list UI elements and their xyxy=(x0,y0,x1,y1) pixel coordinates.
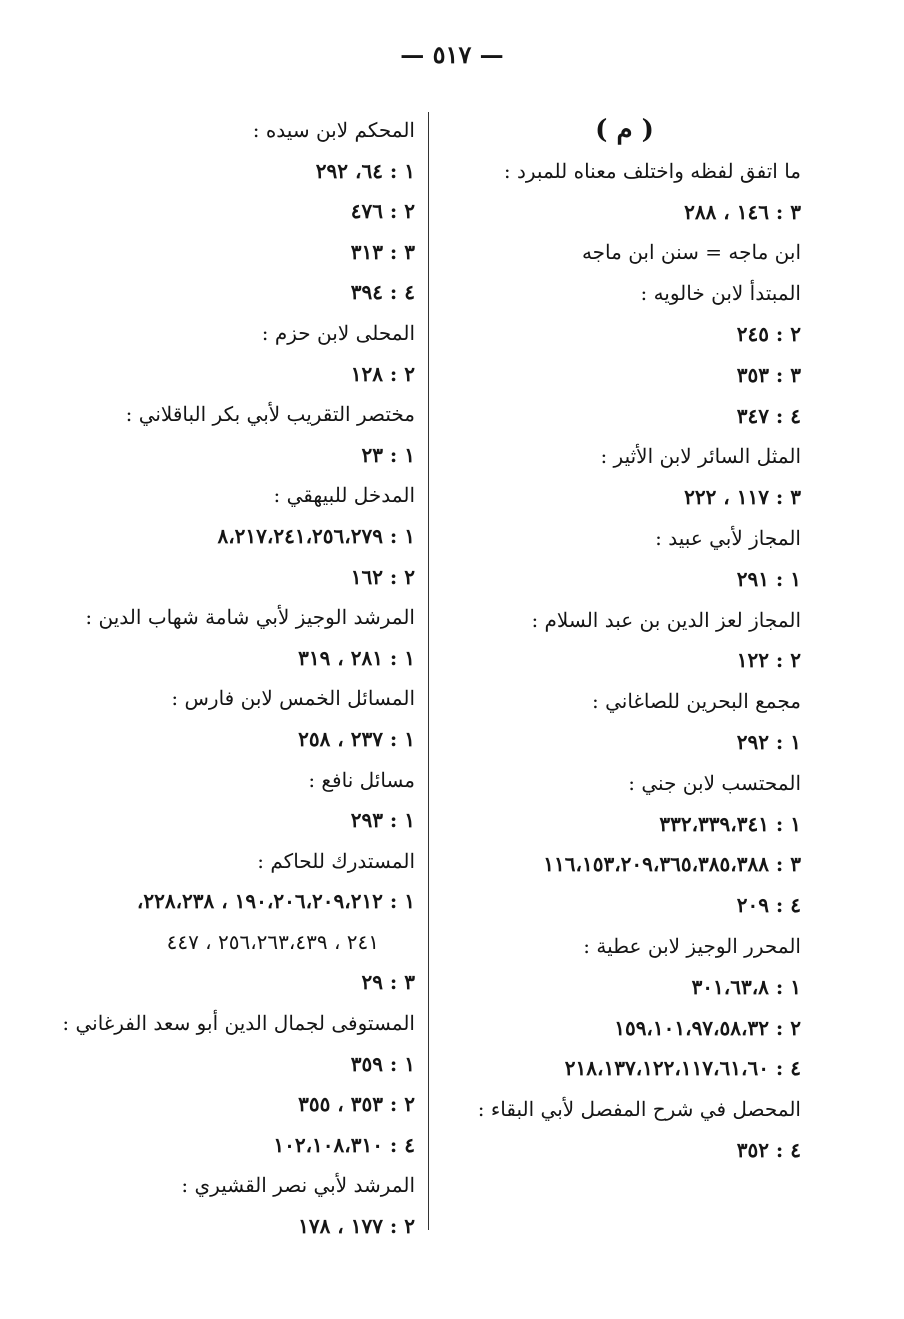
section-letter: ( م ) xyxy=(595,115,654,145)
index-entry-refs: ١ : ٣٥٩ xyxy=(350,1051,415,1076)
index-entry-refs: ٣ : ١١٧ ، ٢٢٢ xyxy=(684,485,801,510)
index-entry-title: المحتسب لابن جني : xyxy=(628,770,801,795)
column-divider xyxy=(428,112,429,1230)
index-entry-refs: ٣ : ١١٦،١٥٣،٢٠٩،٣٦٥،٣٨٥،٣٨٨ xyxy=(543,852,801,877)
index-entry-refs: ٤ : ٣٥٢ xyxy=(736,1137,801,1162)
index-entry-title: المرشد لأبي نصر القشيري : xyxy=(181,1173,415,1198)
index-entry-title: المستدرك للحاكم : xyxy=(257,848,415,873)
index-entry-refs: ٤ : ٢١٨،١٣٧،١٢٢،١١٧،٦١،٦٠ xyxy=(564,1056,801,1081)
index-entry-title: المبتدأ لابن خالويه : xyxy=(640,281,801,306)
index-entry-refs: ١ : ٢٩١ xyxy=(736,566,801,591)
index-entry-title: المحرر الوجيز لابن عطية : xyxy=(583,933,801,958)
index-column-left xyxy=(60,110,415,1247)
index-entry-refs: ٤ : ٢٠٩ xyxy=(736,893,801,918)
index-entry-title: المجاز لأبي عبيد : xyxy=(655,525,801,550)
index-entry-title: ابن ماجه = سنن ابن ماجه xyxy=(581,240,801,265)
index-entry-refs: ٢ : ١٧٧ ، ١٧٨ xyxy=(298,1214,415,1239)
index-entry-refs: ١ : ٦٤، ٢٩٢ xyxy=(315,158,415,183)
index-entry-refs: ٢ : ١٥٩،١٠١،٩٧،٥٨،٣٢ xyxy=(614,1015,801,1040)
index-entry-refs: ١ : ٢٣٧ ، ٢٥٨ xyxy=(298,726,415,751)
index-entry-title: المرشد الوجيز لأبي شامة شهاب الدين : xyxy=(85,605,415,630)
index-column-right xyxy=(448,110,801,1171)
index-entry-refs: ٤ : ٣٤٧ xyxy=(736,403,801,428)
index-entry-refs: ٢ : ١٢٢ xyxy=(736,648,801,673)
index-entry-title: المثل السائر لابن الأثير : xyxy=(600,444,801,469)
index-entry-refs: ١ : ٣٠١،٦٣،٨ xyxy=(691,974,801,999)
index-entry-title: مسائل نافع : xyxy=(308,767,415,792)
index-entry-refs: ١ : ٣٣٢،٣٣٩،٣٤١ xyxy=(659,811,801,836)
index-entry-refs-continued: ٢٤١ ، ٢٥٦،٢٦٣،٤٣٩ ، ٤٤٧ xyxy=(166,929,379,954)
index-entry-title: المحكم لابن سيده : xyxy=(252,118,415,142)
index-entry-title: المحصل في شرح المفصل لأبي البقاء : xyxy=(477,1097,801,1122)
index-entry-refs: ٣ : ٣١٣ xyxy=(350,239,415,264)
index-entry-refs: ١ : ٢٣ xyxy=(361,442,415,467)
index-entry-title: مجمع البحرين للصاغاني : xyxy=(591,689,801,714)
page-number: — ٥١٧ — xyxy=(400,40,504,69)
index-entry-title: المحلى لابن حزم : xyxy=(261,320,415,345)
index-entry-refs: ٤ : ١٠٢،١٠٨،٣١٠ xyxy=(273,1132,415,1157)
index-entry-refs: ٤ : ٣٩٤ xyxy=(350,280,415,305)
index-entry-refs: ١ : ٨،٢١٧،٢٤١،٢٥٦،٢٧٩ xyxy=(217,523,415,548)
index-entry-refs: ٢ : ٣٥٣ ، ٣٥٥ xyxy=(298,1092,415,1117)
index-entry-refs: ٢ : ١٢٨ xyxy=(350,361,415,386)
index-entry-refs: ٣ : ١٤٦ ، ٢٨٨ xyxy=(684,199,801,224)
index-entry-refs: ١ : ٢٩٣ xyxy=(350,808,415,833)
index-entry-refs: ٢ : ٤٧٦ xyxy=(350,199,415,224)
index-entry-refs: ١ : ١٩٠،٢٠٦،٢٠٩،٢١٢ ، ٢٢٨،٢٣٨، xyxy=(136,889,415,914)
index-entry-refs: ١ : ٢٨١ ، ٣١٩ xyxy=(298,645,415,670)
index-entry-title: ما اتفق لفظه واختلف معناه للمبرد : xyxy=(503,158,801,183)
index-entry-refs: ٣ : ٢٩ xyxy=(361,970,415,995)
index-entry-refs: ٢ : ٢٤٥ xyxy=(736,321,801,346)
index-entry-refs: ٢ : ١٦٢ xyxy=(350,564,415,589)
index-entry-title: المستوفى لجمال الدين أبو سعد الفرغاني : xyxy=(62,1011,415,1036)
index-entry-title: مختصر التقريب لأبي بكر الباقلاني : xyxy=(125,402,415,427)
index-entry-title: المسائل الخمس لابن فارس : xyxy=(171,686,415,711)
index-entry-refs: ٣ : ٣٥٣ xyxy=(736,362,801,387)
index-entry-title: المجاز لعز الدين بن عبد السلام : xyxy=(531,607,801,632)
index-entry-refs: ١ : ٢٩٢ xyxy=(736,729,801,754)
index-entry-title: المدخل للبيهقي : xyxy=(273,483,415,508)
